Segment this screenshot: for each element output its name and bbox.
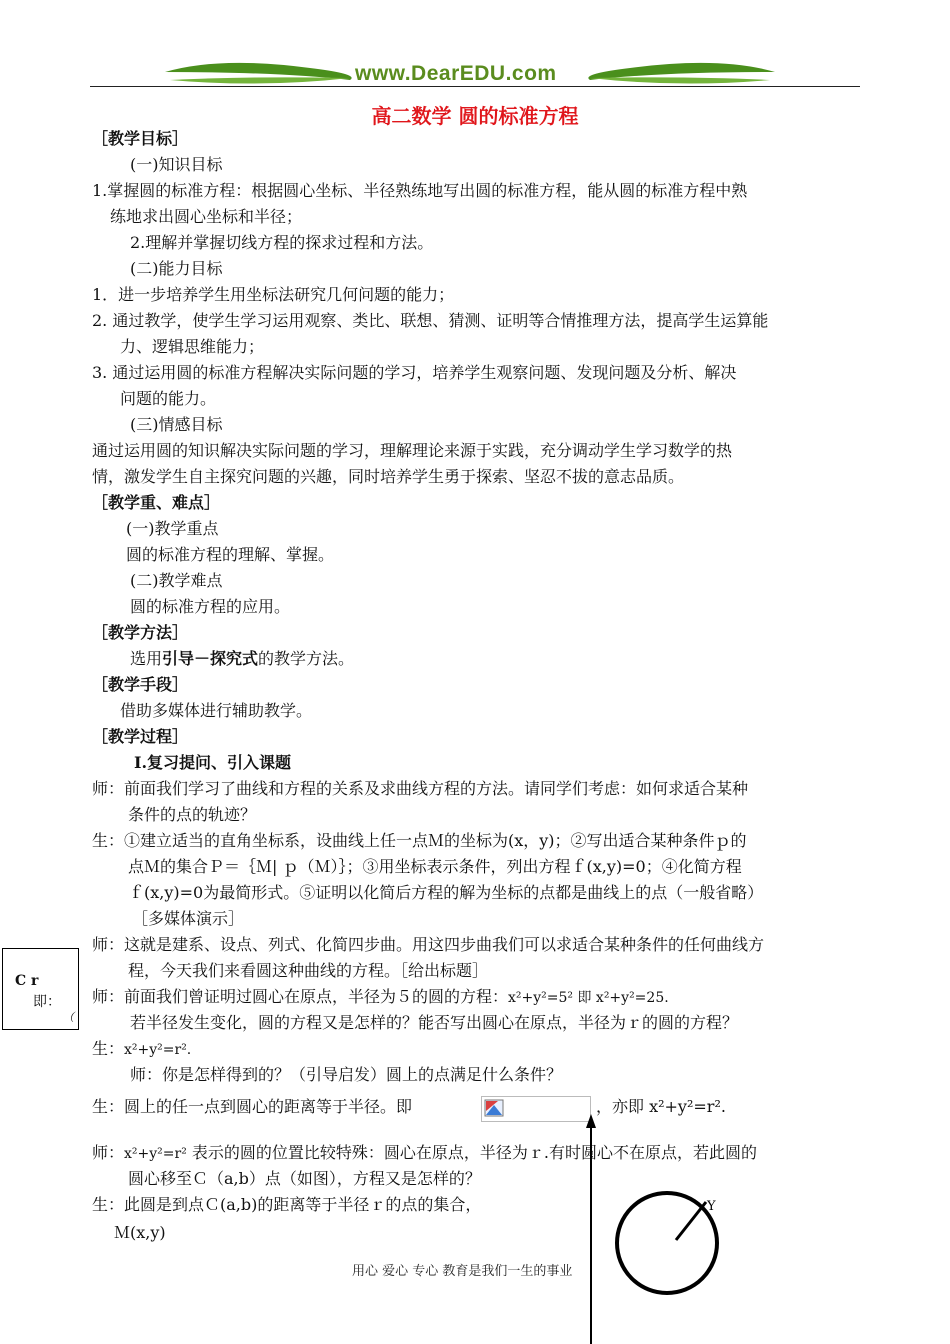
text-line: Ｍ(x,y) [114, 1223, 166, 1242]
text-line: 3. 通过运用圆的标准方程解决实际问题的学习，培养学生观察问题、发现问题及分析、解决 [92, 363, 737, 382]
text-run: 表示的圆的位置比较特殊：圆心在原点，半径为ｒ.有时圆心不在原点，若此圆的 [186, 1143, 757, 1162]
image-icon [484, 1099, 506, 1119]
text-line: 2. 通过教学，使学生学习运用观察、类比、联想、猜测、证明等合情推理方法，提高学生运算能 [92, 311, 769, 330]
text-run: 师：前面我们曾证明过圆心在原点，半径为５的圆的方程： [92, 987, 509, 1006]
site-logo-text[interactable]: www.DearEDU.com [355, 62, 557, 85]
text-line: 生：圆上的任一点到圆心的距离等于半径。即 [92, 1097, 413, 1116]
method-emphasis: 引导－探究式 [162, 649, 259, 668]
emotion-goal-label: (三)情感目标 [130, 415, 223, 434]
side-note-cr: C r [15, 973, 39, 989]
knowledge-goal-label: (一)知识目标 [130, 155, 223, 174]
side-note-paren: （ [63, 1011, 74, 1024]
text-line: 2.理解并掌握切线方程的探求过程和方法。 [130, 233, 434, 252]
text-line: 生：①建立适当的直角坐标系，设曲线上任一点Ｍ的坐标为(x，y)；②写出适合某种条件ｐ的 [92, 831, 747, 850]
equation-line: ，亦即 x²+y²=r². [596, 1097, 726, 1116]
method-post: 的教学方法。 [258, 649, 355, 668]
heading-method: ［教学方法］ [92, 623, 189, 642]
text-line: 师：你是怎样得到的？（引导启发）圆上的点满足什么条件？ [130, 1065, 563, 1084]
text-line: 1.掌握圆的标准方程：根据圆心坐标、半径熟练地写出圆的标准方程，能从圆的标准方程中熟 [92, 181, 748, 200]
heading-means: ［教学手段］ [92, 675, 189, 694]
text-line: 练地求出圆心坐标和半径； [110, 207, 303, 226]
page-title: 高二数学 圆的标准方程 [371, 104, 579, 128]
equation: x²+y²=r². [124, 1042, 192, 1058]
text-line: 通过运用圆的知识解决实际问题的学习，理解理论来源于实践，充分调动学生学习数学的热 [92, 441, 733, 460]
text-line: 若半径发生变化，圆的方程又是怎样的？能否写出圆心在原点，半径为ｒ的圆的方程？ [130, 1013, 739, 1032]
equation: x²+y²=5² 即 x²+y²=25. [508, 990, 669, 1006]
method-pre: 选用 [130, 649, 163, 668]
text-line: 问题的能力。 [120, 389, 217, 408]
text-line: 条件的点的轨迹？ [128, 805, 257, 824]
heading-key-difficult: ［教学重、难点］ [92, 493, 221, 512]
text-line: 圆的标准方程的理解、掌握。 [126, 545, 335, 564]
text-line [92, 986, 669, 1009]
text-run: 生： [92, 1039, 125, 1058]
process-step-1: Ⅰ.复习提问、引入课题 [134, 753, 292, 772]
radius-line [676, 1202, 706, 1240]
key-point-label: (一)教学重点 [126, 519, 219, 538]
text-run: 师： [92, 1143, 125, 1162]
text-line: 情，激发学生自主探究问题的兴趣，同时培养学生勇于探索、坚忍不拔的意志品质。 [92, 467, 685, 486]
text-line: 生：此圆是到点Ｃ(a,b)的距离等于半径ｒ的点的集合， [92, 1195, 482, 1214]
equation: x²+y²=r² [124, 1146, 187, 1162]
header-rule [90, 86, 860, 87]
circle-figure [560, 1110, 760, 1344]
text-line: 点Ｍ的集合Ｐ＝｛Ｍ| ｐ（Ｍ）｝；③用坐标表示条件，列出方程ｆ(x,y)=0；④化简方程 [128, 857, 742, 876]
text-line: ｆ(x,y)=0为最简形式。⑤证明以化简后方程的解为坐标的点都是曲线上的点（一般省略） [128, 883, 764, 902]
method-line [130, 648, 354, 670]
heading-process: ［教学过程］ [92, 727, 189, 746]
difficult-point-label: (二)教学难点 [130, 571, 223, 590]
text-line: 师：前面我们学习了曲线和方程的关系及求曲线方程的方法。请同学们考虑：如何求适合某种 [92, 779, 749, 798]
y-axis-arrow [586, 1114, 596, 1128]
ability-goal-label: (二)能力目标 [130, 259, 223, 278]
axis-label: Y [707, 1199, 716, 1214]
text-line: ［多媒体演示］ [132, 909, 245, 928]
side-note-box [2, 948, 79, 1030]
page-footer: 用心 爱心 专心 教育是我们一生的事业 [352, 1264, 573, 1279]
text-line: 程，今天我们来看圆这种曲线的方程。［给出标题］ [128, 961, 489, 980]
text-line: 力、逻辑思维能力； [120, 337, 265, 356]
text-line: 借助多媒体进行辅助教学。 [120, 701, 313, 720]
heading-goals: ［教学目标］ [92, 129, 189, 148]
text-line: 1．进一步培养学生用坐标法研究几何问题的能力； [92, 285, 455, 304]
text-line: 师：这就是建系、设点、列式、化简四步曲。用这四步曲我们可以求适合某种条件的任何曲线方 [92, 935, 765, 954]
text-line [92, 1038, 191, 1061]
text-line: 圆心移至Ｃ（a,b）点（如图），方程又是怎样的？ [128, 1169, 481, 1188]
text-line: 圆的标准方程的应用。 [130, 597, 291, 616]
side-note-ji: 即： [33, 994, 61, 1010]
